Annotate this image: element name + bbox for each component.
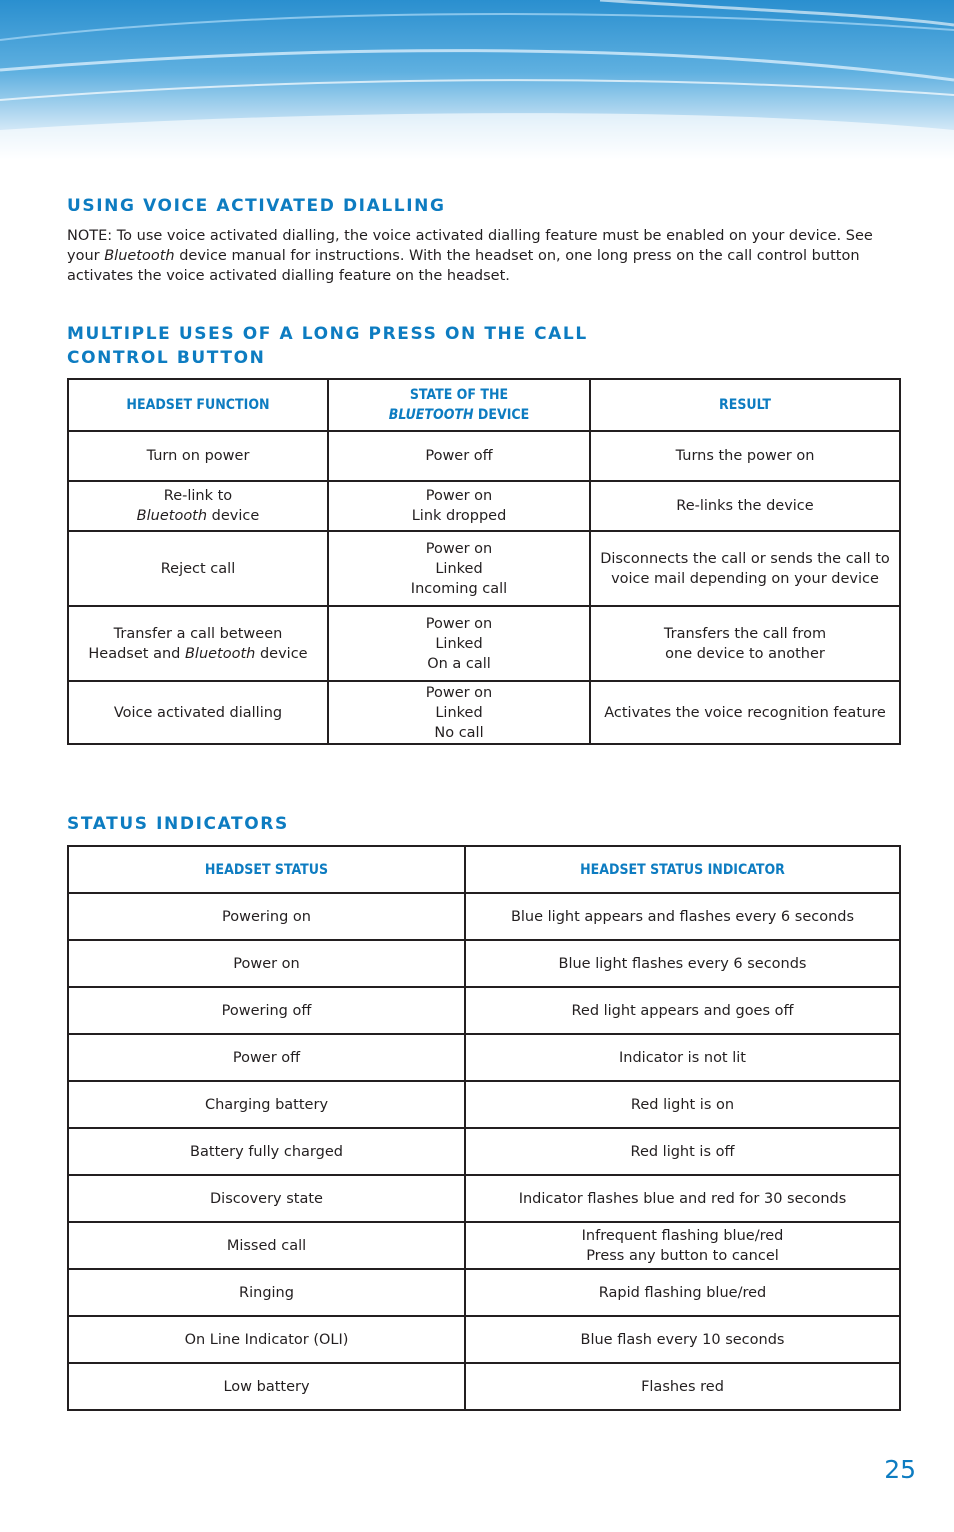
function-cell: Reject call [68, 531, 328, 606]
indicator-cell [465, 1269, 900, 1316]
result-line: Transfers the call from [663, 625, 827, 642]
state-line: No call [434, 724, 484, 741]
voice-dialling-note [67, 226, 887, 286]
indicator-line: Rapid flashing blue/red [598, 1284, 767, 1301]
function-bluetooth: Bluetooth [136, 508, 208, 524]
state-line: Link dropped [411, 508, 507, 524]
state-line: Power off [425, 448, 493, 464]
section-heading-status-indicators: STATUS INDICATORS [67, 814, 289, 834]
table-row [68, 481, 900, 531]
status-cell: Discovery state [68, 1175, 465, 1222]
table-row [68, 1363, 900, 1410]
indicator-line: Press any button to cancel [586, 1247, 779, 1264]
header-wave-banner [0, 0, 954, 160]
indicator-cell [465, 940, 900, 987]
result-line: voice mail depending on your device [611, 570, 879, 587]
table-row [68, 1222, 900, 1269]
indicator-line: Blue light flashes every 6 seconds [558, 955, 807, 972]
section-heading-voice-dialling: USING VOICE ACTIVATED DIALLING [67, 196, 446, 216]
result-cell [590, 481, 900, 531]
result-cell [590, 531, 900, 606]
state-line: On a call [427, 655, 491, 672]
header-state-device: DEVICE [473, 407, 530, 423]
status-cell: Power off [68, 1034, 465, 1081]
indicator-cell [465, 1316, 900, 1363]
table-row [68, 1128, 900, 1175]
indicator-line: Indicator is not lit [619, 1049, 746, 1066]
status-cell: Power on [68, 940, 465, 987]
function-line [73, 506, 323, 526]
function-cell [68, 606, 328, 681]
table-row [68, 940, 900, 987]
indicator-line: Red light is off [630, 1143, 735, 1160]
long-press-table [67, 378, 901, 745]
result-line: Re-links the device [676, 498, 814, 514]
table-row [68, 1316, 900, 1363]
result-cell [590, 431, 900, 481]
state-line: Linked [435, 560, 483, 577]
indicator-cell [465, 1034, 900, 1081]
result-line: Activates the voice recognition feature [604, 704, 886, 721]
state-cell [328, 681, 590, 744]
indicator-line: Red light is on [630, 1096, 735, 1113]
function-device: device [255, 645, 308, 662]
indicator-cell [465, 1363, 900, 1410]
state-line: Linked [435, 704, 483, 721]
status-cell: Low battery [68, 1363, 465, 1410]
table-row [68, 1081, 900, 1128]
table-header-row [68, 379, 900, 431]
state-line: Incoming call [410, 580, 508, 597]
result-line: Disconnects the call or sends the call to [600, 550, 890, 567]
status-cell: Missed call [68, 1222, 465, 1269]
table-row [68, 987, 900, 1034]
status-cell: Charging battery [68, 1081, 465, 1128]
status-cell: Ringing [68, 1269, 465, 1316]
header-state-line2 [333, 405, 585, 425]
indicator-line: Flashes red [641, 1378, 724, 1395]
note-text-bluetooth: Bluetooth [104, 248, 175, 264]
header-status-indicator: HEADSET STATUS INDICATOR [465, 846, 900, 893]
state-cell [328, 531, 590, 606]
page-number: 25 [884, 1455, 916, 1484]
table-row [68, 1175, 900, 1222]
heading-line-1: MULTIPLE USES OF A LONG PRESS ON THE CALL [67, 324, 588, 344]
status-cell: Powering on [68, 893, 465, 940]
header-state-bluetooth: BLUETOOTH [388, 407, 474, 423]
indicator-line: Red light appears and goes off [571, 1002, 794, 1019]
function-cell: Voice activated dialling [68, 681, 328, 744]
header-result: RESULT [590, 379, 900, 431]
table-row [68, 1269, 900, 1316]
state-line: Power on [425, 488, 493, 504]
function-line: Transfer a call between [113, 625, 283, 642]
status-cell: On Line Indicator (OLI) [68, 1316, 465, 1363]
state-line: Power on [425, 684, 493, 701]
note-text-end: device manual for instructions. With the headset on, one long press on the call control button activates the voice activated dialling feature on the headset. [67, 248, 860, 284]
function-device: device [207, 508, 260, 524]
function-prefix: Headset and [88, 645, 185, 662]
indicator-line: Blue light appears and flashes every 6 seconds [510, 908, 855, 925]
indicator-cell [465, 987, 900, 1034]
function-cell [68, 481, 328, 531]
indicator-line: Blue flash every 10 seconds [580, 1331, 785, 1348]
function-line: Re-link to [163, 488, 233, 504]
result-cell [590, 681, 900, 744]
function-line [73, 644, 323, 664]
indicator-cell [465, 1222, 900, 1269]
state-cell [328, 481, 590, 531]
state-line: Linked [435, 635, 483, 652]
note-text-start: NOTE: To use voice activated dialling, the voice activated dialling feature must be enabled on your device. See your [67, 228, 873, 264]
state-cell [328, 431, 590, 481]
header-headset-function: HEADSET FUNCTION [68, 379, 328, 431]
result-line: Turns the power on [675, 448, 815, 464]
indicator-line: Infrequent flashing blue/red [581, 1227, 784, 1244]
state-line: Power on [425, 540, 493, 557]
indicator-cell [465, 1175, 900, 1222]
section-heading-long-press [67, 322, 588, 370]
table-row [68, 1034, 900, 1081]
indicator-line: Indicator flashes blue and red for 30 seconds [518, 1190, 847, 1207]
status-cell: Battery fully charged [68, 1128, 465, 1175]
table-row [68, 531, 900, 606]
function-cell: Turn on power [68, 431, 328, 481]
table-header-row [68, 846, 900, 893]
result-cell [590, 606, 900, 681]
indicator-cell [465, 1128, 900, 1175]
header-headset-status: HEADSET STATUS [68, 846, 465, 893]
function-bluetooth: Bluetooth [184, 645, 256, 662]
status-indicators-table [67, 845, 901, 1411]
status-cell: Powering off [68, 987, 465, 1034]
table-row [68, 606, 900, 681]
indicator-cell [465, 893, 900, 940]
table-row [68, 681, 900, 744]
header-state-line1: STATE OF THE [409, 387, 509, 403]
indicator-cell [465, 1081, 900, 1128]
state-line: Power on [425, 615, 493, 632]
state-cell [328, 606, 590, 681]
header-state [328, 379, 590, 431]
table-row [68, 893, 900, 940]
result-line: one device to another [665, 645, 825, 662]
heading-line-2: CONTROL BUTTON [67, 348, 266, 368]
table-row [68, 431, 900, 481]
